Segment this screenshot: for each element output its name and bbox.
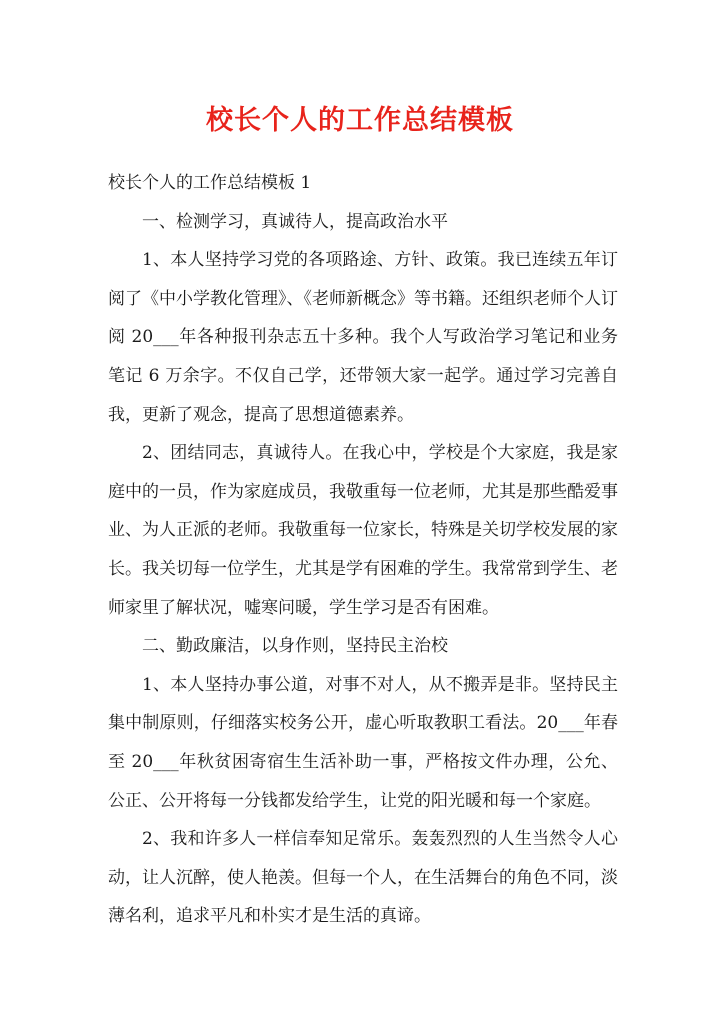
- document-body: [108, 164, 618, 936]
- document-subtitle: 校长个人的工作总结模板 1: [108, 173, 312, 193]
- paragraph-4: 2、我和许多人一样信奉知足常乐。轰轰烈烈的人生当然令人心动，让人沉醉，使人艳羡。但每一个人，在生活舞台的角色不同，淡薄名利，追求平凡和朴实才是生活的真谛。: [108, 829, 618, 927]
- paragraph-3: 1、本人坚持办事公道，对事不对人，从不搬弄是非。坚持民主集中制原则，仔细落实校务公开，虚心听取教职工看法。20___年春至 20___年秋贫困寄宿生生活补助一事，严格按文件办理，公允、公正、公开将每一分钱都发给学生，让党的阳光暖和每一个家庭。: [108, 674, 618, 811]
- section-heading-2: 二、勤政廉洁，以身作则，坚持民主治校: [142, 636, 448, 657]
- section-heading-1: 一、检测学习，真诚待人，提高政治水平: [142, 211, 448, 232]
- paragraph-2: 2、团结同志，真诚待人。在我心中，学校是个大家庭，我是家庭中的一员，作为家庭成员，我敬重每一位老师，尤其是那些酷爱事业、为人正派的老师。我敬重每一位家长，特殊是关切学校发展的家长。我关切每一位学生，尤其是学有困难的学生。我常常到学生、老师家里了解状况，嘘寒问暖，学生学习是否有困难。: [108, 443, 618, 618]
- document-title: 校长个人的工作总结模板: [206, 105, 514, 136]
- paragraph-1: 1、本人坚持学习党的各项路途、方针、政策。我已连续五年订阅了《中小学教化管理》、《老师新概念》等书籍。还组织老师个人订阅 20___年各种报刊杂志五十多种。我个人写政治学习笔记和业务笔记 6 万余字。不仅自己学，还带领大家一起学。通过学习完善自我，更新了观念，提高了思想道德素养。: [108, 250, 618, 425]
